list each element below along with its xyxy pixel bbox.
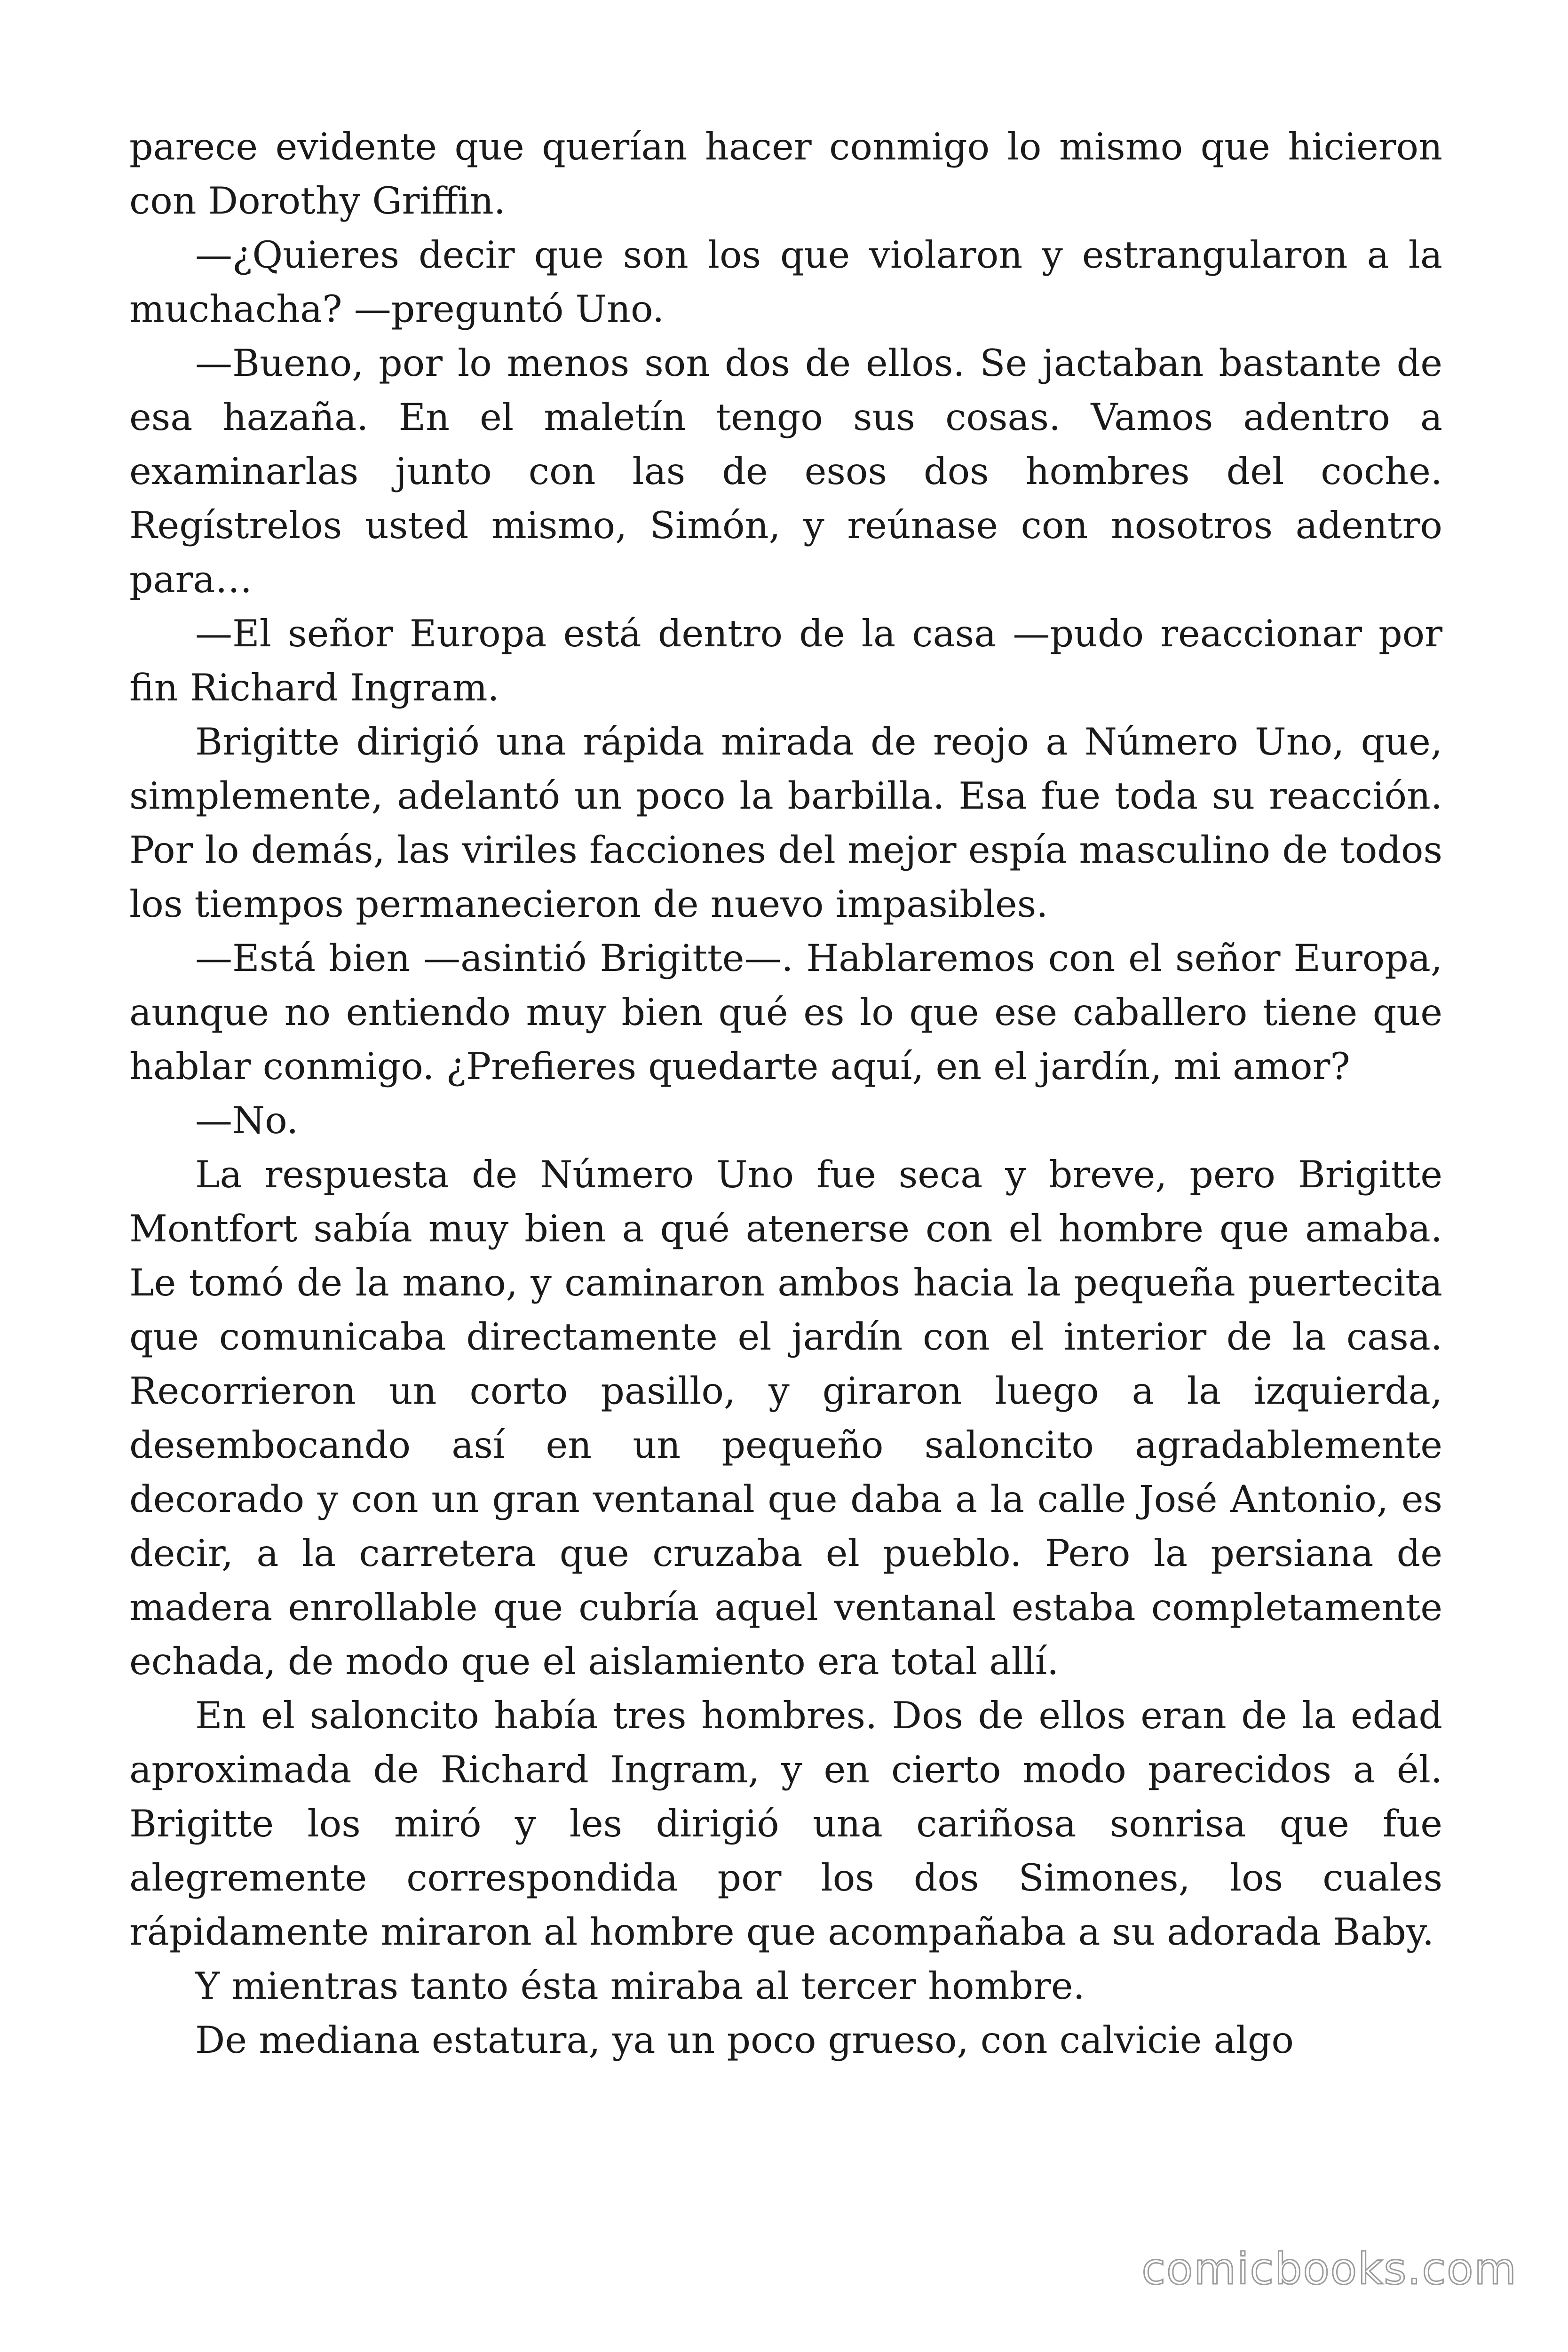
- paragraph: —No.: [195, 1099, 299, 1142]
- paragraph: parece evidente que querían hacer conmigo lo mismo que hicieron con Dorothy Griffin.: [129, 125, 1442, 222]
- paragraph: —El señor Europa está dentro de la casa —pudo reaccionar por fin Richard Ingram.: [129, 612, 1442, 709]
- paragraph: En el saloncito había tres hombres. Dos de ellos eran de la edad aproximada de Richard Ingram, y en cierto modo parecidos a él. Brigitte los miró y les dirigió una cariñosa sonrisa que fue alegremente correspondida por los dos Simones, los cuales rápidamente miraron al hombre que acompañaba a su adorada Baby.: [129, 1694, 1442, 1954]
- watermark: comicbooks.com: [1141, 2244, 1517, 2294]
- page-text: [129, 120, 1442, 2067]
- paragraph: Brigitte dirigió una rápida mirada de reojo a Número Uno, que, simplemente, adelantó un poco la barbilla. Esa fue toda su reacción. Por lo demás, las viriles facciones del mejor espía masculino de todos los tiempos permanecieron de nuevo impasibles.: [129, 720, 1442, 926]
- paragraph: —Está bien —asintió Brigitte—. Hablaremos con el señor Europa, aunque no entiendo muy bien qué es lo que ese caballero tiene que hablar conmigo. ¿Prefieres quedarte aquí, en el jardín, mi amor?: [129, 937, 1442, 1088]
- paragraph: —¿Quieres decir que son los que violaron y estrangularon a la muchacha? —preguntó Uno.: [129, 233, 1442, 331]
- paragraph: Y mientras tanto ésta miraba al tercer hombre.: [195, 1964, 1085, 2008]
- paragraph: —Bueno, por lo menos son dos de ellos. Se jactaban bastante de esa hazaña. En el maletín tengo sus cosas. Vamos adentro a examinarlas junto con las de esos dos hombres del coche. Regístrelos usted mismo, Simón, y reúnase con nosotros adentro para…: [129, 342, 1442, 601]
- paragraph: La respuesta de Número Uno fue seca y breve, pero Brigitte Montfort sabía muy bien a qué atenerse con el hombre que amaba. Le tomó de la mano, y caminaron ambos hacia la pequeña puertecita que comunicaba directamente el jardín con el interior de la casa. Recorrieron un corto pasillo, y giraron luego a la izquierda, desembocando así en un pequeño saloncito agradablemente decorado y con un gran ventanal que daba a la calle José Antonio, es decir, a la carretera que cruzaba el pueblo. Pero la persiana de madera enrollable que cubría aquel ventanal estaba completamente echada, de modo que el aislamiento era total allí.: [129, 1153, 1442, 1683]
- paragraph: De mediana estatura, ya un poco grueso, con calvicie algo: [195, 2018, 1294, 2062]
